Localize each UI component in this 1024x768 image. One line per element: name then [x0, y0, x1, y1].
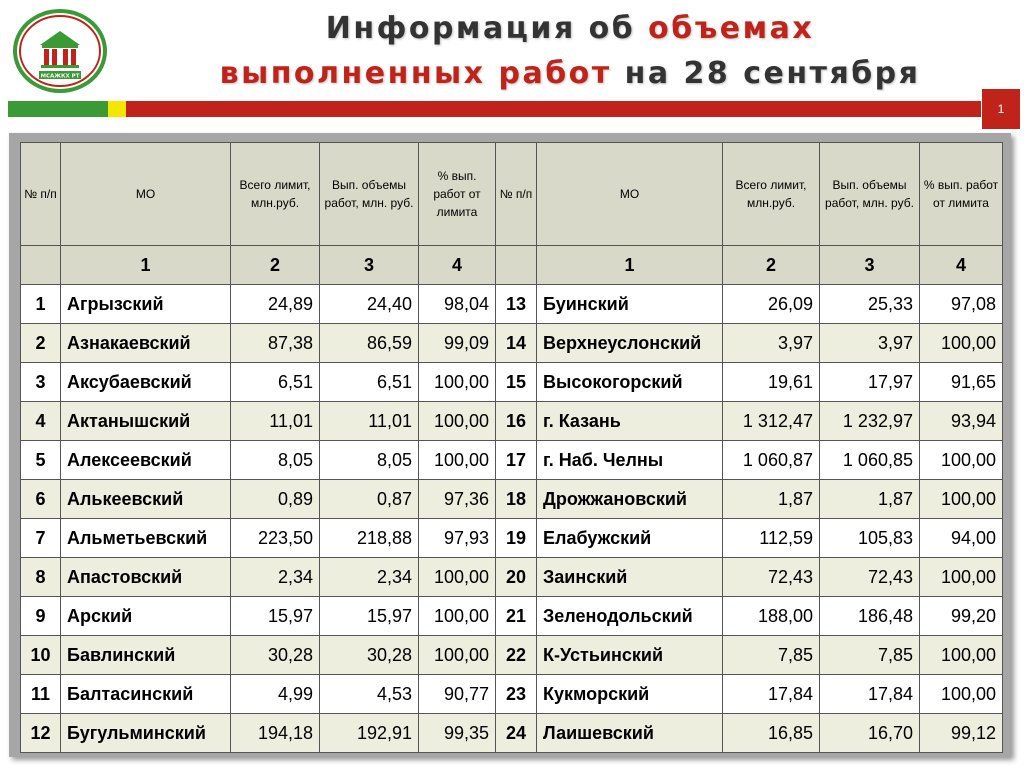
title-accent-2: выполненных работ: [219, 56, 612, 91]
colnum-4-right: 4: [920, 246, 1003, 285]
row-number-left: 3: [21, 363, 61, 402]
done-right: 1 232,97: [820, 402, 920, 441]
mo-name-left: Агрызский: [61, 285, 231, 324]
done-left: 86,59: [320, 324, 419, 363]
pct-right: 97,08: [920, 285, 1003, 324]
row-number-right: 22: [496, 636, 537, 675]
limit-right: 26,09: [723, 285, 820, 324]
limit-right: 7,85: [723, 636, 820, 675]
done-left: 11,01: [320, 402, 419, 441]
title-line-2: [120, 51, 1020, 96]
done-right: 3,97: [820, 324, 920, 363]
colnum-2-left: 2: [231, 246, 320, 285]
table-row: [21, 480, 1003, 519]
pct-left: 100,00: [419, 441, 496, 480]
mo-name-right: Зеленодольский: [537, 597, 723, 636]
pct-left: 100,00: [419, 558, 496, 597]
pct-right: 100,00: [920, 636, 1003, 675]
mo-name-right: Лаишевский: [537, 714, 723, 753]
header-pct-left: % вып. работ от лимита: [419, 143, 496, 246]
row-number-left: 4: [21, 402, 61, 441]
pct-left: 100,00: [419, 402, 496, 441]
page-title: [120, 6, 1020, 96]
limit-left: 87,38: [231, 324, 320, 363]
done-right: 25,33: [820, 285, 920, 324]
row-number-right: 16: [496, 402, 537, 441]
done-right: 1,87: [820, 480, 920, 519]
mo-name-right: Кукморский: [537, 675, 723, 714]
done-left: 8,05: [320, 441, 419, 480]
done-left: 218,88: [320, 519, 419, 558]
mo-name-left: Азнакаевский: [61, 324, 231, 363]
limit-right: 19,61: [723, 363, 820, 402]
slide-number: 1: [982, 89, 1020, 129]
header-mo-left: МО: [61, 143, 231, 246]
pct-right: 99,20: [920, 597, 1003, 636]
mo-name-right: Высокогорский: [537, 363, 723, 402]
pct-right: 93,94: [920, 402, 1003, 441]
colnum-3-left: 3: [320, 246, 419, 285]
row-number-left: 6: [21, 480, 61, 519]
colnum-3-right: 3: [820, 246, 920, 285]
pct-right: 100,00: [920, 441, 1003, 480]
row-number-right: 17: [496, 441, 537, 480]
table-row: [21, 714, 1003, 753]
limit-right: 1 312,47: [723, 402, 820, 441]
done-right: 7,85: [820, 636, 920, 675]
pct-right: 100,00: [920, 558, 1003, 597]
done-right: 186,48: [820, 597, 920, 636]
mo-name-left: Алексеевский: [61, 441, 231, 480]
pct-left: 100,00: [419, 636, 496, 675]
row-number-right: 21: [496, 597, 537, 636]
row-number-right: 18: [496, 480, 537, 519]
done-left: 24,40: [320, 285, 419, 324]
colnum-2-right: 2: [723, 246, 820, 285]
pct-right: 100,00: [920, 675, 1003, 714]
header-mo-right: МО: [537, 143, 723, 246]
stripe-red: [126, 101, 981, 117]
done-right: 16,70: [820, 714, 920, 753]
table-row: [21, 441, 1003, 480]
header-pct-right: % вып. работ от лимита: [920, 143, 1003, 246]
limit-left: 6,51: [231, 363, 320, 402]
mo-name-right: Заинский: [537, 558, 723, 597]
done-right: 105,83: [820, 519, 920, 558]
mo-name-left: Альметьевский: [61, 519, 231, 558]
limit-left: 8,05: [231, 441, 320, 480]
row-number-left: 9: [21, 597, 61, 636]
mo-name-left: Актанышский: [61, 402, 231, 441]
mo-name-left: Арский: [61, 597, 231, 636]
limit-left: 0,89: [231, 480, 320, 519]
table-row: [21, 402, 1003, 441]
header-done-left: Вып. объемы работ, млн. руб.: [320, 143, 419, 246]
row-number-right: 24: [496, 714, 537, 753]
done-left: 30,28: [320, 636, 419, 675]
table-row: [21, 285, 1003, 324]
table-row: [21, 597, 1003, 636]
row-number-left: 10: [21, 636, 61, 675]
done-left: 6,51: [320, 363, 419, 402]
done-left: 4,53: [320, 675, 419, 714]
limit-right: 1,87: [723, 480, 820, 519]
row-number-right: 15: [496, 363, 537, 402]
pct-left: 99,09: [419, 324, 496, 363]
pct-right: 100,00: [920, 324, 1003, 363]
done-left: 15,97: [320, 597, 419, 636]
pct-left: 90,77: [419, 675, 496, 714]
row-number-right: 20: [496, 558, 537, 597]
colnum-1-right: 1: [537, 246, 723, 285]
pct-left: 97,93: [419, 519, 496, 558]
title-accent-1: объемах: [648, 11, 815, 46]
done-right: 17,97: [820, 363, 920, 402]
colnum-4-left: 4: [419, 246, 496, 285]
colnum-blank-right: [496, 246, 537, 285]
table-row: [21, 324, 1003, 363]
mo-name-right: К-Устьинский: [537, 636, 723, 675]
pct-right: 100,00: [920, 480, 1003, 519]
done-left: 192,91: [320, 714, 419, 753]
pct-left: 99,35: [419, 714, 496, 753]
limit-left: 4,99: [231, 675, 320, 714]
row-number-left: 8: [21, 558, 61, 597]
mo-name-right: Дрожжановский: [537, 480, 723, 519]
table-row: [21, 558, 1003, 597]
ministry-logo: [11, 7, 109, 95]
header-limit-left: Всего лимит, млн.руб.: [231, 143, 320, 246]
done-right: 17,84: [820, 675, 920, 714]
limit-right: 188,00: [723, 597, 820, 636]
mo-name-left: Апастовский: [61, 558, 231, 597]
row-number-left: 1: [21, 285, 61, 324]
table-row: [21, 675, 1003, 714]
row-number-right: 19: [496, 519, 537, 558]
works-table: [20, 142, 1003, 753]
limit-left: 30,28: [231, 636, 320, 675]
limit-left: 15,97: [231, 597, 320, 636]
mo-name-left: Бавлинский: [61, 636, 231, 675]
limit-left: 11,01: [231, 402, 320, 441]
row-number-left: 2: [21, 324, 61, 363]
header-num-left: № п/п: [21, 143, 61, 246]
mo-name-left: Балтасинский: [61, 675, 231, 714]
mo-name-right: Верхнеуслонский: [537, 324, 723, 363]
header-num-right: № п/п: [496, 143, 537, 246]
row-number-right: 23: [496, 675, 537, 714]
colnum-1-left: 1: [61, 246, 231, 285]
title-part-1: Информация об: [325, 11, 636, 46]
mo-name-right: г. Наб. Челны: [537, 441, 723, 480]
row-number-left: 11: [21, 675, 61, 714]
header-done-right: Вып. объемы работ, млн. руб.: [820, 143, 920, 246]
done-right: 72,43: [820, 558, 920, 597]
mo-name-left: Бугульминский: [61, 714, 231, 753]
title-part-2: на 28 сентября: [624, 56, 921, 91]
pct-left: 97,36: [419, 480, 496, 519]
row-number-right: 14: [496, 324, 537, 363]
header-row: [21, 143, 1003, 246]
done-left: 2,34: [320, 558, 419, 597]
limit-left: 194,18: [231, 714, 320, 753]
mo-name-right: Буинский: [537, 285, 723, 324]
table-row: [21, 636, 1003, 675]
limit-right: 3,97: [723, 324, 820, 363]
limit-left: 2,34: [231, 558, 320, 597]
limit-right: 17,84: [723, 675, 820, 714]
row-number-left: 12: [21, 714, 61, 753]
stripe-yellow: [108, 101, 126, 117]
limit-left: 24,89: [231, 285, 320, 324]
column-number-row: [21, 246, 1003, 285]
done-left: 0,87: [320, 480, 419, 519]
pct-left: 100,00: [419, 597, 496, 636]
limit-right: 1 060,87: [723, 441, 820, 480]
limit-right: 16,85: [723, 714, 820, 753]
pct-right: 99,12: [920, 714, 1003, 753]
title-line-1: [120, 6, 1020, 51]
mo-name-right: Елабужский: [537, 519, 723, 558]
header-limit-right: Всего лимит, млн.руб.: [723, 143, 820, 246]
mo-name-left: Аксубаевский: [61, 363, 231, 402]
table-row: [21, 519, 1003, 558]
pct-right: 94,00: [920, 519, 1003, 558]
mo-name-right: г. Казань: [537, 402, 723, 441]
colnum-blank-left: [21, 246, 61, 285]
pct-left: 100,00: [419, 363, 496, 402]
mo-name-left: Алькеевский: [61, 480, 231, 519]
pct-right: 91,65: [920, 363, 1003, 402]
stripe-green: [8, 101, 108, 117]
row-number-left: 7: [21, 519, 61, 558]
limit-right: 112,59: [723, 519, 820, 558]
limit-right: 72,43: [723, 558, 820, 597]
row-number-right: 13: [496, 285, 537, 324]
logo-caption: МСАЖКХ РТ: [40, 73, 80, 80]
row-number-left: 5: [21, 441, 61, 480]
done-right: 1 060,85: [820, 441, 920, 480]
table-row: [21, 363, 1003, 402]
limit-left: 223,50: [231, 519, 320, 558]
pct-left: 98,04: [419, 285, 496, 324]
